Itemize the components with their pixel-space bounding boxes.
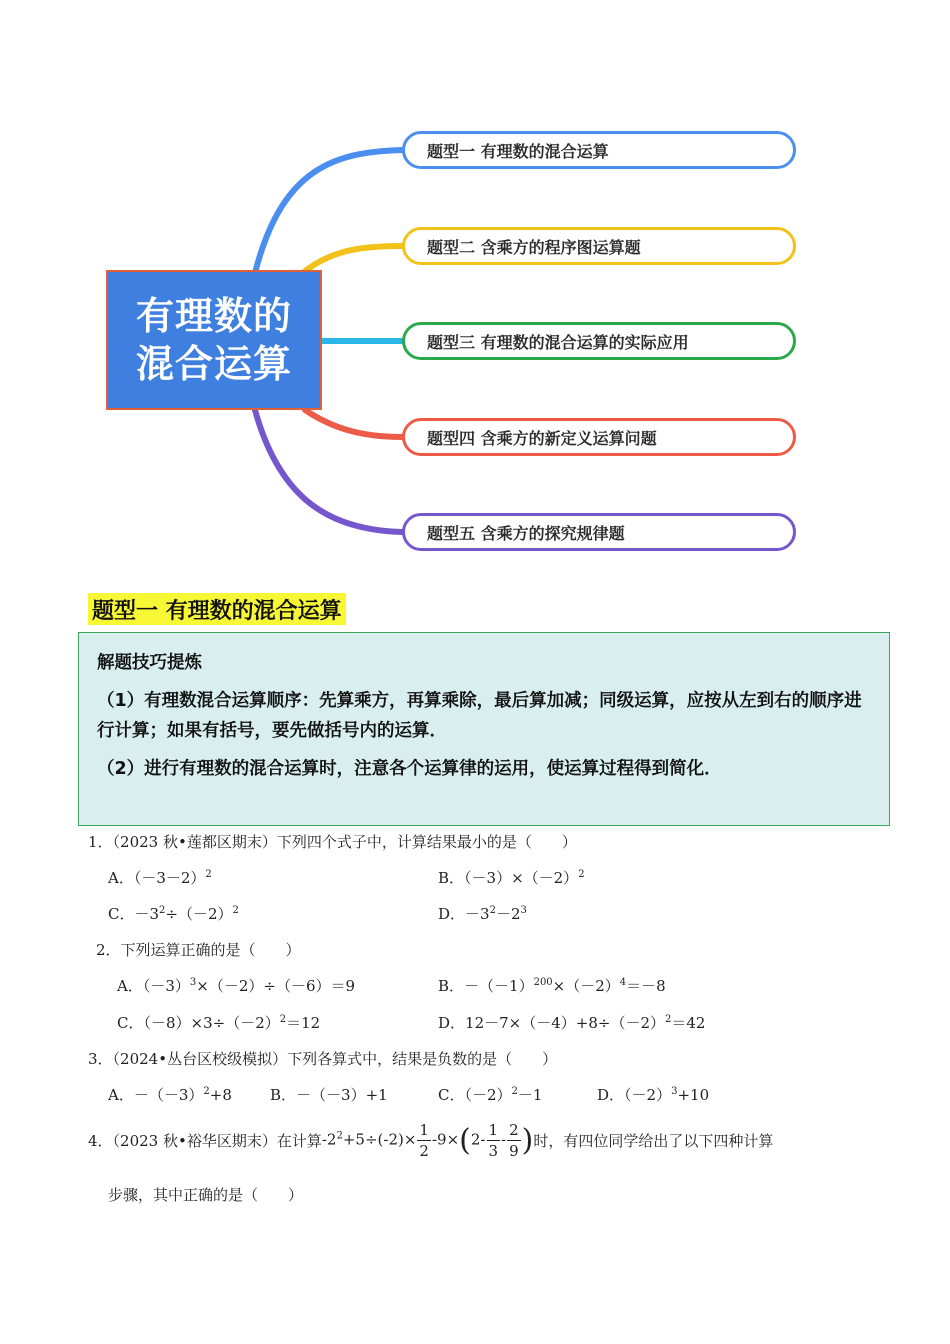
fraction-one-half: $\frac{1}{2}$ bbox=[419, 1120, 429, 1160]
question-1-option-b: B．$(-3)\times(-2)^2$ bbox=[438, 869, 585, 887]
branch-type-1 bbox=[402, 131, 796, 169]
question-3-option-c: C．$(-2)^2-1$ bbox=[438, 1086, 543, 1104]
question-3-stem: 3．（2024•丛台区校级模拟）下列各算式中，结果是负数的是（ ） bbox=[88, 1050, 558, 1068]
branch-type-3 bbox=[402, 322, 796, 360]
question-2-option-d: D．$12-7\times(-4)+8\div(-2)^2=42$ bbox=[438, 1014, 706, 1032]
question-3-option-a: A．$-(-3)^2+8$ bbox=[108, 1086, 232, 1104]
question-1-option-c: C．$-3^2\div(-2)^2$ bbox=[108, 905, 239, 923]
question-4-stem: 4．（2023 秋•裕华区期末）在计算 $-2^2+5\div(-2)\times$ $\frac{1}{2}$ -9×(2- $\frac{1}{3}$ - $\frac{2}{9}$ ) 时，有四位同学给出了以下四种计算 bbox=[88, 1120, 774, 1160]
branch-type-5 bbox=[402, 513, 796, 551]
branch-type-4 bbox=[402, 418, 796, 456]
central-topic bbox=[106, 270, 322, 410]
tips-paragraph-2: （2）进行有理数的混合运算时，注意各个运算律的运用，使运算过程得到简化． bbox=[97, 759, 722, 779]
fraction-one-third: $\frac{1}{3}$ bbox=[488, 1120, 499, 1160]
question-3-option-b: B．－（－3）+1 bbox=[270, 1086, 388, 1104]
question-2-option-a: A．$(-3)^3\times(-2)\div(-6)=9$ bbox=[117, 977, 356, 995]
connector-branch-4 bbox=[305, 410, 402, 437]
question-3-option-d: D．$(-2)^3+10$ bbox=[597, 1086, 710, 1104]
branch-type-2-label: 题型二 含乘方的程序图运算题 bbox=[427, 237, 641, 257]
question-1-stem: 1．（2023 秋•莲都区期末）下列四个式子中，计算结果最小的是（ ） bbox=[88, 833, 577, 851]
branch-type-2 bbox=[402, 227, 796, 265]
section-title: 题型一 有理数的混合运算 bbox=[88, 593, 346, 625]
branch-type-1-label: 题型一 有理数的混合运算 bbox=[427, 141, 609, 161]
question-4-expression: $-2^2+5\div(-2)\times$ $\frac{1}{2}$ -9×(2- $\frac{1}{3}$ - $\frac{2}{9}$ ) bbox=[321, 1120, 534, 1160]
tips-box bbox=[78, 632, 890, 826]
branch-type-4-label: 题型四 含乘方的新定义运算问题 bbox=[427, 428, 657, 448]
tips-title: 解题技巧提炼 bbox=[97, 653, 202, 673]
branch-type-3-label: 题型三 有理数的混合运算的实际应用 bbox=[427, 332, 689, 352]
fraction-two-ninths: $\frac{2}{9}$ bbox=[509, 1120, 519, 1160]
question-2-option-b: B．$-(-1)^{200}\times(-2)^4=-8$ bbox=[438, 977, 666, 995]
question-1-option-a: A．$(-3-2)^2$ bbox=[108, 869, 212, 887]
question-1-option-d: D．$-3^2-2^3$ bbox=[438, 905, 527, 923]
question-4-stem-line2: 步骤，其中正确的是（ ） bbox=[108, 1186, 304, 1204]
mind-map bbox=[0, 0, 950, 575]
connector-branch-5 bbox=[255, 410, 402, 532]
central-topic-line1: 有理数的 bbox=[135, 294, 292, 338]
question-2-option-c: C．$(-8)\times 3\div(-2)^2=12$ bbox=[117, 1014, 321, 1032]
branch-type-5-label: 题型五 含乘方的探究规律题 bbox=[427, 523, 625, 543]
tips-paragraph-1: （1）有理数混合运算顺序：先算乘方，再算乘除，最后算加减；同级运算，应按从左到右的顺序进行计算；如果有括号，要先做括号内的运算． bbox=[97, 691, 862, 741]
central-topic-line2: 混合运算 bbox=[135, 342, 292, 386]
question-2-stem: 2．下列运算正确的是（ ） bbox=[96, 941, 301, 959]
